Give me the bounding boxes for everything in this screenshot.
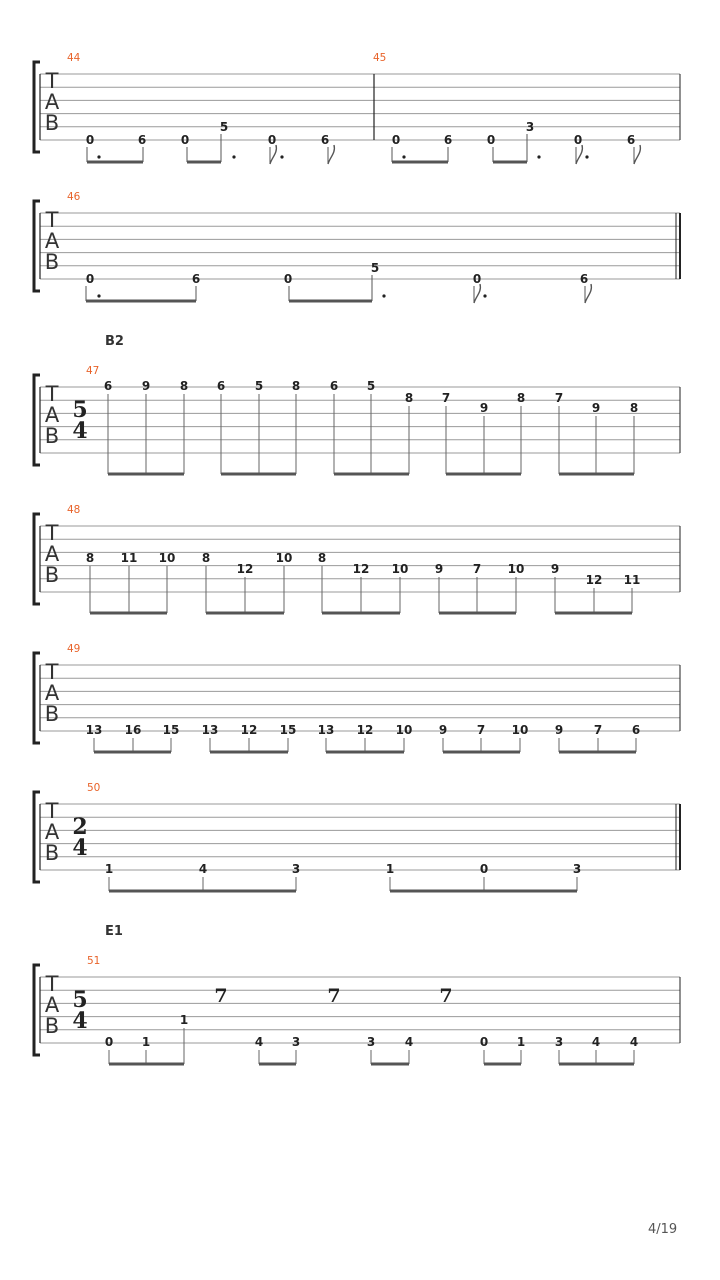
fret-number: 8: [629, 401, 639, 415]
time-signature-top: 2: [72, 814, 88, 840]
measure-number: 48: [67, 504, 81, 516]
fret-number: 6: [626, 133, 636, 147]
eighth-flag: [634, 145, 640, 164]
fret-number: 11: [623, 573, 641, 587]
measure-number: 44: [67, 52, 81, 64]
fret-number: 6: [137, 133, 147, 147]
fret-number: 12: [240, 723, 258, 737]
dot: [537, 155, 540, 158]
fret-number: 7: [593, 723, 603, 737]
tab-clef-letter: B: [44, 111, 60, 135]
tab-clef-letter: B: [44, 702, 60, 726]
fret-number: 3: [366, 1035, 376, 1049]
fret-number: 4: [404, 1035, 414, 1049]
eighth-flag: [270, 145, 276, 164]
system-bracket: [34, 375, 40, 465]
time-signature-bottom: 4: [72, 418, 88, 444]
fret-number: 6: [216, 379, 226, 393]
fret-number: 8: [404, 391, 414, 405]
time-signature-top: 5: [72, 987, 88, 1013]
measure-number: 46: [67, 191, 81, 203]
fret-number: 4: [629, 1035, 639, 1049]
fret-number: 7: [554, 391, 564, 405]
fret-number: 7: [472, 562, 482, 576]
fret-number: 0: [479, 1035, 489, 1049]
eighth-flag: [576, 145, 582, 164]
measure-number: 47: [86, 365, 100, 377]
fret-number: 0: [85, 272, 95, 286]
fret-number: 12: [236, 562, 254, 576]
fret-number: 8: [317, 551, 327, 565]
measure-number: 49: [67, 643, 81, 655]
tab-clef-letter: A: [44, 229, 60, 253]
tab-clef-letter: T: [45, 208, 59, 232]
tab-clef-letter: A: [44, 681, 60, 705]
fret-number: 0: [479, 862, 489, 876]
fret-number: 8: [85, 551, 95, 565]
fret-number: 0: [472, 272, 482, 286]
fret-number: 3: [525, 120, 535, 134]
time-signature-bottom: 4: [72, 1008, 88, 1034]
fret-number: 0: [267, 133, 277, 147]
fret-number: 6: [320, 133, 330, 147]
fret-number: 5: [370, 261, 380, 275]
section-label: E1: [105, 924, 123, 939]
tab-clef-letter: T: [45, 521, 59, 545]
fret-number: 9: [550, 562, 560, 576]
tab-clef-letter: A: [44, 993, 60, 1017]
fret-number: 9: [591, 401, 601, 415]
fret-number: 3: [554, 1035, 564, 1049]
eighth-flag: [328, 145, 334, 164]
fret-number: 10: [391, 562, 409, 576]
dot: [280, 155, 283, 158]
tab-clef-letter: A: [44, 820, 60, 844]
eighth-flag: [585, 284, 591, 303]
time-signature-bottom: 4: [72, 835, 88, 861]
eighth-flag: [474, 284, 480, 303]
tab-clef-letter: T: [45, 972, 59, 996]
fret-number: 6: [191, 272, 201, 286]
system-bracket: [34, 965, 40, 1055]
fret-number: 5: [366, 379, 376, 393]
system-bracket: [34, 653, 40, 743]
fret-number: 13: [201, 723, 219, 737]
fret-number: 10: [275, 551, 293, 565]
system-bracket: [34, 62, 40, 152]
fret-number: 9: [141, 379, 151, 393]
dot: [585, 155, 588, 158]
system-bracket: [34, 201, 40, 291]
fret-number: 15: [279, 723, 297, 737]
fret-number: 10: [507, 562, 525, 576]
dot: [97, 294, 100, 297]
measure-number: 45: [373, 52, 387, 64]
dot: [382, 294, 385, 297]
fret-number: 1: [385, 862, 395, 876]
eighth-rest: 7: [214, 985, 228, 1007]
dot: [232, 155, 235, 158]
fret-number: 12: [585, 573, 603, 587]
fret-number: 3: [572, 862, 582, 876]
system-bracket: [34, 514, 40, 604]
fret-number: 0: [85, 133, 95, 147]
fret-number: 3: [291, 862, 301, 876]
fret-number: 9: [479, 401, 489, 415]
measure-number: 50: [87, 782, 101, 794]
fret-number: 4: [254, 1035, 264, 1049]
fret-number: 0: [573, 133, 583, 147]
fret-number: 0: [486, 133, 496, 147]
fret-number: 0: [283, 272, 293, 286]
fret-number: 15: [162, 723, 180, 737]
fret-number: 12: [356, 723, 374, 737]
fret-number: 8: [201, 551, 211, 565]
fret-number: 0: [104, 1035, 114, 1049]
tab-clef-letter: A: [44, 542, 60, 566]
tab-clef-letter: A: [44, 403, 60, 427]
tab-clef-letter: B: [44, 250, 60, 274]
fret-number: 1: [104, 862, 114, 876]
tab-clef-letter: B: [44, 424, 60, 448]
fret-number: 13: [317, 723, 335, 737]
fret-number: 1: [179, 1013, 189, 1027]
fret-number: 0: [391, 133, 401, 147]
fret-number: 4: [198, 862, 208, 876]
tab-clef-letter: B: [44, 841, 60, 865]
tab-clef-letter: T: [45, 69, 59, 93]
dot: [483, 294, 486, 297]
dot: [402, 155, 405, 158]
fret-number: 12: [352, 562, 370, 576]
fret-number: 6: [579, 272, 589, 286]
fret-number: 9: [554, 723, 564, 737]
fret-number: 7: [441, 391, 451, 405]
eighth-rest: 7: [439, 985, 453, 1007]
fret-number: 16: [124, 723, 142, 737]
fret-number: 7: [476, 723, 486, 737]
tab-clef-letter: A: [44, 90, 60, 114]
fret-number: 5: [219, 120, 229, 134]
tab-clef-letter: B: [44, 563, 60, 587]
tab-clef-letter: T: [45, 382, 59, 406]
fret-number: 6: [329, 379, 339, 393]
fret-number: 5: [254, 379, 264, 393]
fret-number: 10: [158, 551, 176, 565]
system-bracket: [34, 792, 40, 882]
fret-number: 0: [180, 133, 190, 147]
tab-clef-letter: T: [45, 799, 59, 823]
fret-number: 8: [179, 379, 189, 393]
fret-number: 1: [141, 1035, 151, 1049]
fret-number: 8: [516, 391, 526, 405]
measure-number: 51: [87, 955, 101, 967]
section-label: B2: [105, 334, 124, 349]
fret-number: 6: [443, 133, 453, 147]
eighth-rest: 7: [327, 985, 341, 1007]
fret-number: 10: [395, 723, 413, 737]
fret-number: 9: [438, 723, 448, 737]
fret-number: 1: [516, 1035, 526, 1049]
fret-number: 10: [511, 723, 529, 737]
fret-number: 6: [103, 379, 113, 393]
fret-number: 13: [85, 723, 103, 737]
tab-clef-letter: B: [44, 1014, 60, 1038]
tab-clef-letter: T: [45, 660, 59, 684]
time-signature-top: 5: [72, 397, 88, 423]
dot: [97, 155, 100, 158]
fret-number: 6: [631, 723, 641, 737]
fret-number: 9: [434, 562, 444, 576]
fret-number: 8: [291, 379, 301, 393]
fret-number: 11: [120, 551, 138, 565]
fret-number: 4: [591, 1035, 601, 1049]
page-number: 4/19: [648, 1222, 678, 1237]
fret-number: 3: [291, 1035, 301, 1049]
